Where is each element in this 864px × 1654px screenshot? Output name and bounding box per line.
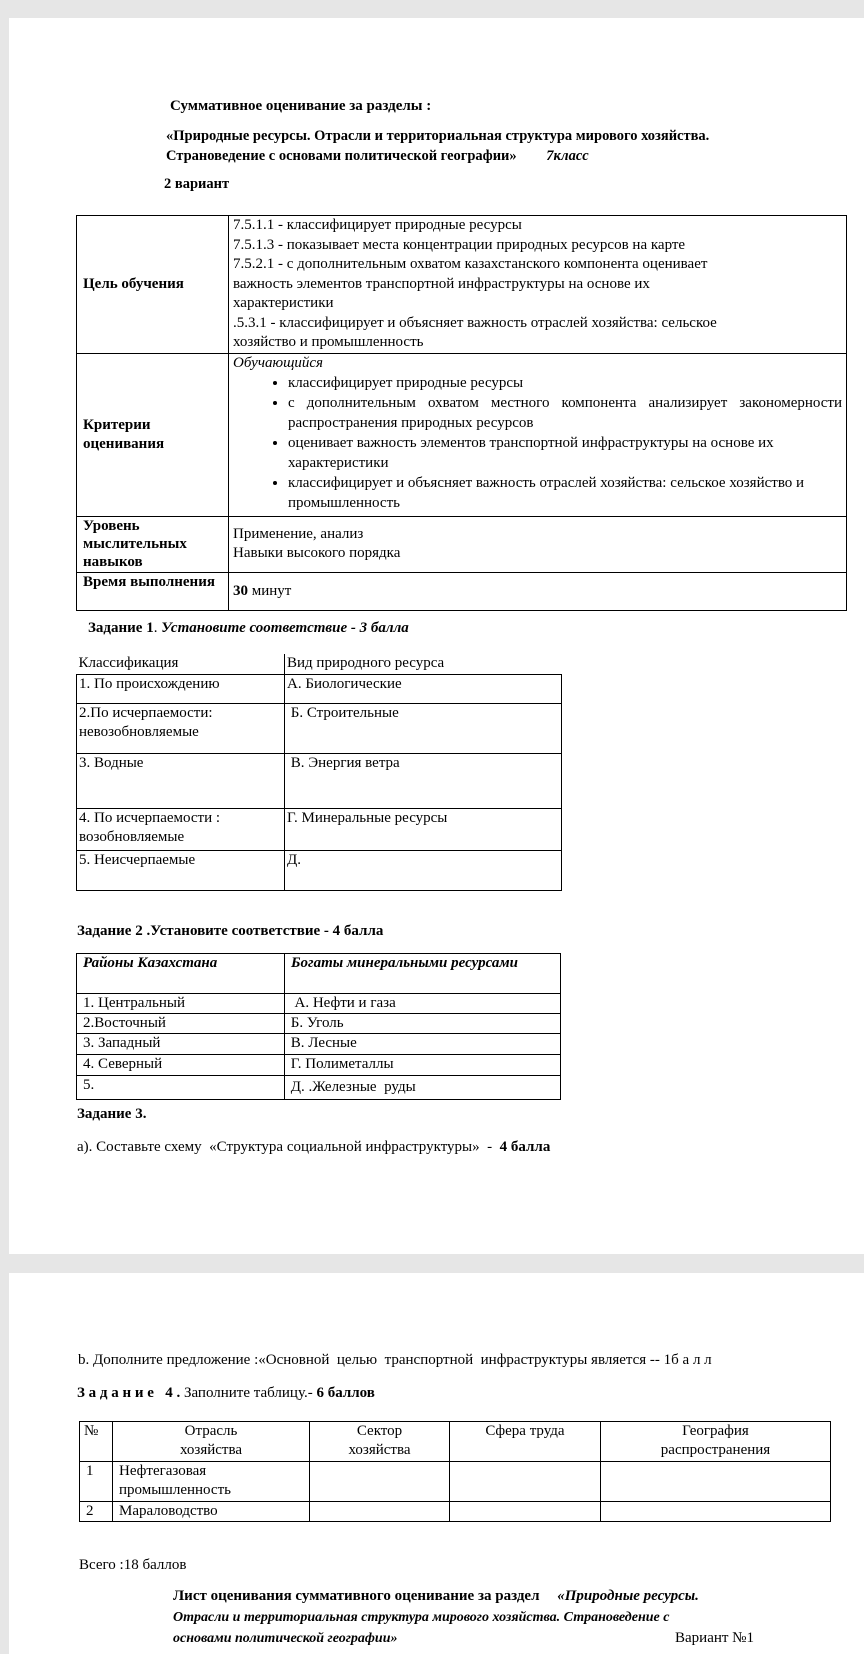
time-row — [77, 572, 847, 610]
table-row: 5. Неисчерпаемые Д. — [77, 850, 562, 890]
sheet-variant: Вариант №1 — [675, 1630, 754, 1646]
table-row: 1. По происхождению А. Биологические — [77, 674, 562, 703]
doc-subtitle-line1: «Природные ресурсы. Отрасли и территориальная структура мирового хозяйства. — [166, 128, 710, 144]
task1-table — [76, 654, 562, 891]
grade: 7класс — [546, 148, 589, 164]
sheet-title-line2: Отрасли и территориальная структура мирового хозяйства. Страноведение с — [173, 1610, 670, 1625]
task3-a: а). Составьте схему «Структура социальной инфраструктуры» - 4 балла — [77, 1139, 551, 1155]
task2-table — [76, 953, 561, 1100]
task4-table — [79, 1421, 831, 1522]
goal-line: 7.5.1.1 - классифицирует природные ресурсы — [233, 217, 522, 233]
table-header-row: Районы Казахстана Богаты минеральными ресурсами — [77, 954, 561, 994]
table-header-row: № Отрасль хозяйства Сектор хозяйства Сфера труда География распространения — [80, 1422, 831, 1462]
goal-label: Цель обучения — [77, 216, 229, 354]
goal-line: .5.3.1 - классифицирует и объясняет важность отраслей хозяйства: сельское — [233, 314, 717, 331]
info-table — [76, 215, 847, 611]
task4-heading: З а д а н и е 4 . Заполните таблицу.- 6 баллов — [77, 1385, 375, 1401]
goal-line: важность элементов транспортной инфраструктуры на основе их — [233, 275, 650, 292]
sheet-title-line3: основами политической географии» — [173, 1631, 398, 1646]
sheet-title-line1: Лист оценивания суммативного оценивание за раздел «Природные ресурсы. — [173, 1588, 699, 1604]
table-row: 1 Нефтегазовая промышленность — [80, 1462, 831, 1502]
table-row: 2.Восточный Б. Уголь — [77, 1014, 561, 1034]
task1-heading: Задание 1. Установите соответствие - 3 балла — [88, 620, 409, 636]
variant-label: 2 вариант — [164, 176, 230, 192]
table-row: 2 Мараловодство — [80, 1502, 831, 1522]
goal-line: 7.5.2.1 - с дополнительным охватом казахстанского компонента оценивает — [233, 256, 708, 272]
page-1 — [9, 18, 864, 1254]
task2-heading: Задание 2 .Установите соответствие - 4 балла — [77, 923, 384, 939]
criteria-item: • оценивает важность элементов транспортной инфраструктуры на основе их характеристики — [288, 433, 842, 473]
level-values: Применение, анализ Навыки высокого порядка — [229, 516, 847, 572]
page-2 — [9, 1273, 864, 1654]
time-value-cell: 30 минут — [229, 572, 847, 610]
criteria-intro: Обучающийся — [233, 354, 324, 371]
goal-line: характеристики — [233, 295, 334, 311]
criteria-item: • с дополнительным охватом местного компонента анализирует закономерности распространения природных ресурсов — [288, 393, 842, 433]
table-row: 3. Западный В. Лесные — [77, 1034, 561, 1055]
goal-line: хозяйство и промышленность — [233, 334, 424, 350]
criteria-row — [77, 353, 847, 516]
criteria-list — [233, 373, 842, 513]
total-score: Всего :18 баллов — [79, 1557, 187, 1573]
criteria-label: Критерии оценивания — [77, 353, 229, 516]
table-row: 1. Центральный А. Нефти и газа — [77, 994, 561, 1014]
time-label: Время выполнения — [77, 572, 229, 610]
table-row: 4. По исчерпаемости : возобновляемые Г. Минеральные ресурсы — [77, 808, 562, 850]
criteria-cell — [229, 353, 847, 516]
criteria-item: • классифицирует и объясняет важность отраслей хозяйства: сельское хозяйство и промышленность — [288, 473, 842, 513]
goal-row — [77, 216, 847, 354]
table-row: 3. Водные В. Энергия ветра — [77, 753, 562, 808]
level-row — [77, 516, 847, 572]
doc-subtitle-line2: Страноведение с основами политической географии» 7класс — [166, 148, 589, 164]
criteria-item: • классифицирует природные ресурсы — [288, 373, 842, 393]
goal-line: 7.5.1.3 - показывает места концентрации природных ресурсов на карте — [233, 236, 686, 253]
doc-title: Суммативное оценивание за разделы : — [170, 98, 432, 114]
table-row: 4. Северный Г. Полиметаллы — [77, 1055, 561, 1076]
task3-b: b. Дополните предложение :«Основной целью транспортной инфраструктуры является -- 1б а л л — [78, 1352, 712, 1368]
task3-heading: Задание 3. — [77, 1106, 147, 1122]
table-header-row: Классификация Вид природного ресурса — [77, 654, 562, 674]
goal-list — [229, 216, 847, 354]
level-label: Уровень мыслительных навыков — [77, 516, 229, 572]
table-row: 2.По исчерпаемости: невозобновляемые Б. Строительные — [77, 703, 562, 753]
time-value: 30 — [233, 582, 248, 599]
table-row: 5. Д. .Железные руды — [77, 1076, 561, 1100]
